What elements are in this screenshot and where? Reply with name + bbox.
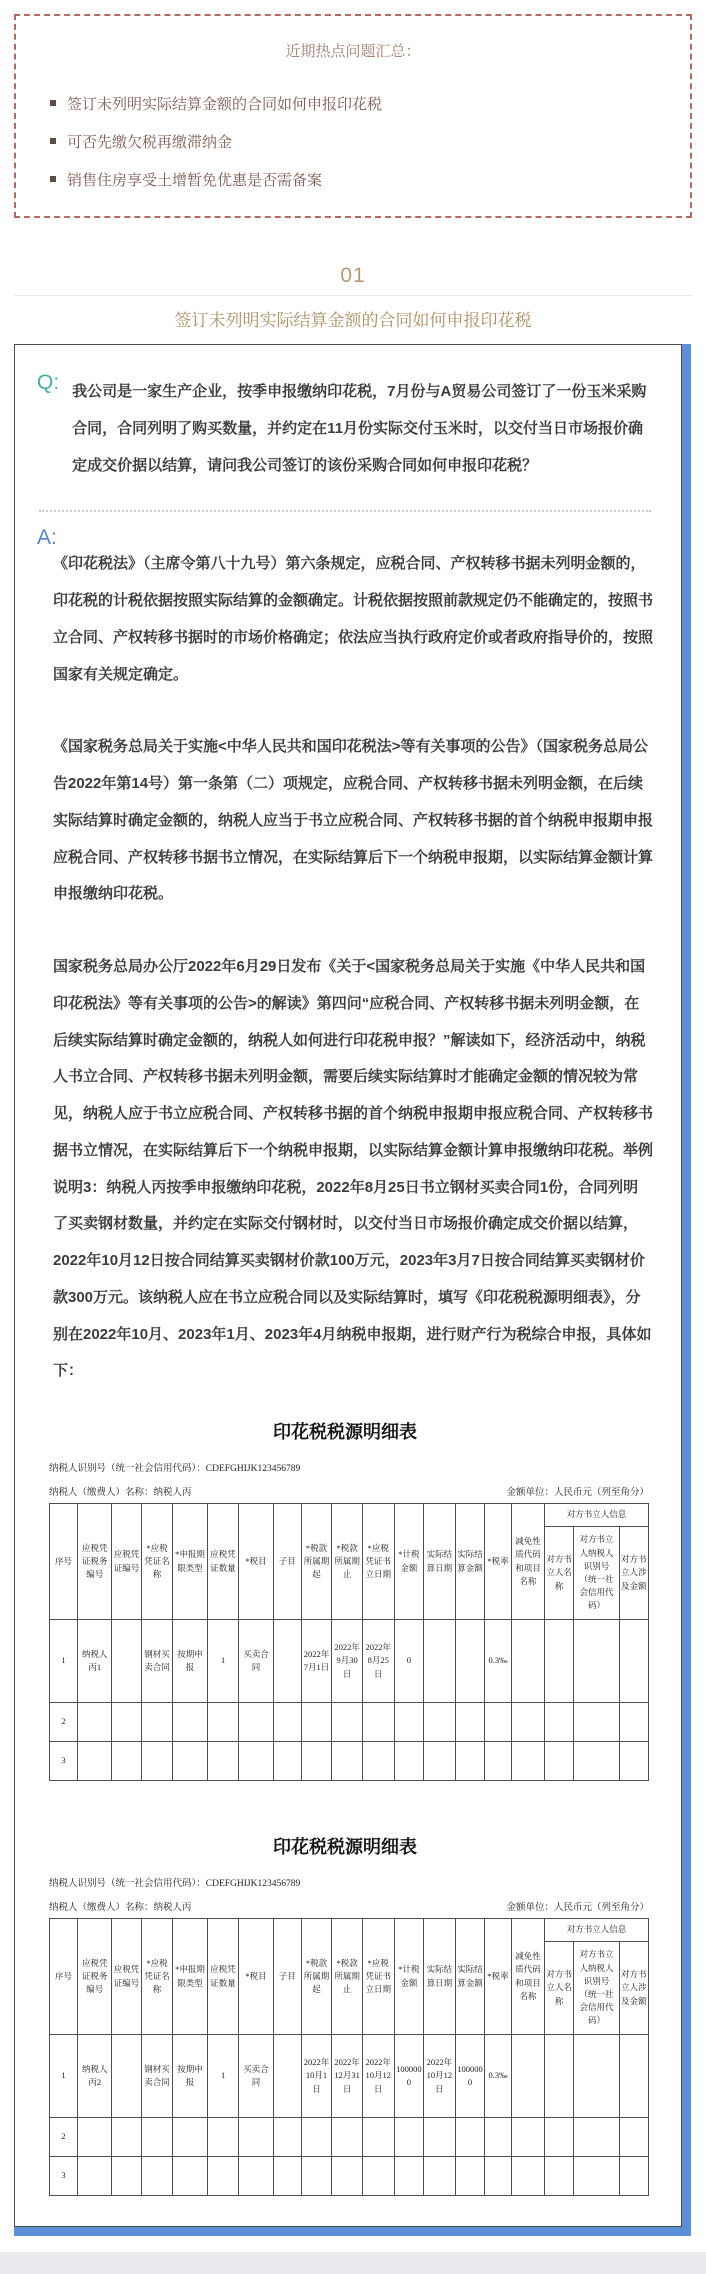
table-cell <box>512 1742 545 1781</box>
table-cell <box>512 1703 545 1742</box>
header-cell: *税款所属期起 <box>301 1504 332 1620</box>
header-cell: 序号 <box>50 1504 78 1620</box>
table-cell: 按期申报 <box>173 2035 207 2118</box>
table-cell <box>512 1620 545 1703</box>
header-cell: *税目 <box>239 1504 273 1620</box>
table-cell <box>112 1742 141 1781</box>
taxpayer-id-line: 纳税人识别号（统一社会信用代码）：CDEFGHIJK123456789 <box>49 1464 301 1474</box>
table-cell: 1 <box>50 2035 78 2118</box>
header-cell: 对方书立人名称 <box>545 1527 574 1620</box>
taxpayer-id-line: 纳税人识别号（统一社会信用代码）：CDEFGHIJK123456789 <box>49 1879 301 1889</box>
table-cell <box>141 1703 173 1742</box>
table-cell: 0.3‰ <box>485 1620 512 1703</box>
section-title: 签订未列明实际结算金额的合同如何申报印花税 <box>174 311 532 330</box>
hot-topics-list <box>50 93 656 190</box>
section-header <box>0 264 706 331</box>
hot-topic-link[interactable] <box>50 131 656 152</box>
table-cell <box>545 2157 574 2196</box>
qa-box <box>14 344 682 2227</box>
hot-topics-title: 近期热点问题汇总： <box>285 43 421 60</box>
header-cell: 子目 <box>273 1504 301 1620</box>
table-cell: 2022年12月31日 <box>332 2035 363 2118</box>
header-cell: 应税凭证税务编号 <box>78 1919 112 2035</box>
header-cell: *税目 <box>239 1919 273 2035</box>
answer-paragraph: 《国家税务总局关于实施<中华人民共和国印花税法>等有关事项的公告》（国家税务总局公告2022年第14号）第一条第（二）项规定，应税合同、产权转移书据未列明金额，在后续实际结算时确定金额的，纳税人应当于书立应税合同、产权转移书据的首个纳税申报期申报应税合同、产权转移书据书立情况，在实际结算后下一个纳税申报期，以实际结算金额计算申报缴纳印花税。 <box>53 738 654 903</box>
table-cell <box>273 1742 301 1781</box>
table-cell <box>207 2118 239 2157</box>
table-cell: 2022年9月30日 <box>332 1620 363 1703</box>
table-cell <box>239 2118 273 2157</box>
header-cell: 实际结算日期 <box>424 1504 456 1620</box>
header-cell: *税款所属期止 <box>332 1919 363 2035</box>
table-cell <box>112 1620 141 1703</box>
header-cell: 子目 <box>273 1919 301 2035</box>
question-text: 我公司是一家生产企业，按季申报缴纳印花税，7月份与A贸易公司签订了一份玉米采购合同，合同列明了购买数量，并约定在11月份实际交付玉米时，以交付当日市场报价确定成交价据以结算，请问我公司签订的该份采购合同如何申报印花税？ <box>72 383 647 474</box>
header-cell: 对方书立人名称 <box>545 1942 574 2035</box>
table-cell <box>362 1703 394 1742</box>
header-cell: 应税凭证编号 <box>112 1504 141 1620</box>
header-cell: 实际结算日期 <box>424 1919 456 2035</box>
hot-topic-link[interactable] <box>50 93 656 114</box>
table-cell <box>239 2157 273 2196</box>
square-bullet-icon <box>50 176 56 182</box>
table-cell: 3 <box>50 1742 78 1781</box>
table-cell <box>78 2157 112 2196</box>
table-cell <box>273 1620 301 1703</box>
table-cell <box>207 2157 239 2196</box>
table-meta-row <box>49 1899 649 1913</box>
table-cell <box>574 1703 619 1742</box>
header-cell: *计税金额 <box>394 1919 423 2035</box>
amount-unit-line: 金额单位：人民币元（列至角分） <box>506 1903 649 1913</box>
qa-divider <box>39 510 651 512</box>
table-cell: 0.3‰ <box>485 2035 512 2118</box>
table-cell <box>512 2118 545 2157</box>
table-row <box>50 1703 649 1742</box>
table-cell: 钢材买卖合同 <box>141 2035 173 2118</box>
table-cell <box>512 2157 545 2196</box>
hot-topics-box <box>14 14 692 218</box>
table-cell <box>173 2118 207 2157</box>
table-cell <box>424 2157 456 2196</box>
table-cell <box>619 2157 648 2196</box>
table-cell <box>273 2157 301 2196</box>
table-cell: 1 <box>207 2035 239 2118</box>
table-cell: 1000000 <box>394 2035 423 2118</box>
header-cell: *应税凭证名称 <box>141 1919 173 2035</box>
header-cell: 应税凭证编号 <box>112 1919 141 2035</box>
table-cell <box>619 1742 648 1781</box>
header-cell: *应税凭证名称 <box>141 1504 173 1620</box>
table-cell <box>512 2035 545 2118</box>
table-cell <box>78 2118 112 2157</box>
table-cell: 纳税人丙1 <box>78 1620 112 1703</box>
table-cell <box>112 1703 141 1742</box>
table-cell <box>207 1703 239 1742</box>
table-cell <box>424 1620 456 1703</box>
header-cell: *税率 <box>485 1919 512 2035</box>
table-cell <box>273 2118 301 2157</box>
stamp-tax-table-section-1 <box>37 1418 653 1781</box>
table-cell <box>394 1742 423 1781</box>
header-cell: 对方书立人纳税人识别号（统一社会信用代码） <box>574 1942 619 2035</box>
header-cell: 实际结算金额 <box>455 1504 484 1620</box>
table-cell <box>424 1742 456 1781</box>
table-cell <box>239 1703 273 1742</box>
table-cell <box>545 2118 574 2157</box>
table-cell <box>455 1620 484 1703</box>
table-cell <box>362 2157 394 2196</box>
header-cell: *申报期限类型 <box>173 1504 207 1620</box>
table-cell: 0 <box>394 1620 423 1703</box>
header-cell: *税率 <box>485 1504 512 1620</box>
header-cell: 应税凭证税务编号 <box>78 1504 112 1620</box>
question-label: Q: <box>37 371 60 394</box>
table-cell <box>273 1703 301 1742</box>
table-cell <box>619 1703 648 1742</box>
table-row <box>50 2118 649 2157</box>
table-cell: 买卖合同 <box>239 2035 273 2118</box>
table-cell <box>332 1703 363 1742</box>
header-cell: 减免性质代码和项目名称 <box>512 1504 545 1620</box>
header-cell: 对方书立人涉及金额 <box>619 1942 648 2035</box>
header-cell: 对方书立人涉及金额 <box>619 1527 648 1620</box>
table-cell <box>545 2035 574 2118</box>
table-row <box>50 2035 649 2118</box>
table-cell <box>332 2157 363 2196</box>
table-meta-row <box>49 1484 649 1498</box>
table-row <box>50 1742 649 1781</box>
table-cell <box>574 2035 619 2118</box>
answer-paragraph: 国家税务总局办公厅2022年6月29日发布《关于<国家税务总局关于实施《中华人民共和国印花税法》等有关事项的公告>的解读》第四问“应税合同、产权转移书据未列明金额，在后续实际结算时确定金额的，纳税人如何进行印花税申报？”解读如下，经济活动中，纳税人书立合同、产权转移书据未列明金额，需要后续实际结算时才能确定金额的情况较为常见，纳税人应于书立应税合同、产权转移书据的首个纳税申报期申报应税合同、产权转移书据书立情况，在实际结算后下一个纳税申报期，以实际结算金额计算申报缴纳印花税。举例说明3：纳税人丙按季申报缴纳印花税，2022年8月25日书立钢材买卖合同1份，合同列明了买卖钢材数量，并约定在实际交付钢材时，以交付当日市场报价确定成交价据以结算，2022年10月12日按合同结算买卖钢材价款100万元，2023年3月7日按合同结算买卖钢材价款300万元。该纳税人应在书立应税合同以及实际结算时，填写《印花税税源明细表》，分别在2022年10月、2023年1月、2023年4月纳税申报期，进行财产行为税综合申报，具体如下： <box>53 958 654 1380</box>
section-number: 01 <box>340 264 366 287</box>
table-cell: 按期申报 <box>173 1620 207 1703</box>
table-cell: 2 <box>50 2118 78 2157</box>
table-cell: 1000000 <box>455 2035 484 2118</box>
table-cell <box>301 1703 332 1742</box>
table-cell <box>545 1620 574 1703</box>
table-cell <box>394 1703 423 1742</box>
table-cell <box>455 1703 484 1742</box>
amount-unit-line: 金额单位：人民币元（列至角分） <box>506 1488 649 1498</box>
header-cell: 应税凭证数量 <box>207 1504 239 1620</box>
stamp-tax-table-section-2 <box>37 1833 653 2196</box>
section-divider <box>14 295 692 296</box>
table-cell: 2022年7月1日 <box>301 1620 332 1703</box>
header-cell: 实际结算金额 <box>455 1919 484 2035</box>
header-cell: 对方书立人纳税人识别号（统一社会信用代码） <box>574 1527 619 1620</box>
table-cell <box>485 2157 512 2196</box>
answer-block <box>37 526 653 1390</box>
question-block <box>37 369 653 484</box>
table-cell <box>455 1742 484 1781</box>
table-cell <box>424 2118 456 2157</box>
table-cell <box>619 2118 648 2157</box>
table-cell <box>619 1620 648 1703</box>
table-row <box>50 2157 649 2196</box>
table-row <box>50 1620 649 1703</box>
header-cell: 应税凭证数量 <box>207 1919 239 2035</box>
table-cell <box>141 2157 173 2196</box>
header-cell: 减免性质代码和项目名称 <box>512 1919 545 2035</box>
header-cell: *申报期限类型 <box>173 1919 207 2035</box>
table-cell: 1 <box>207 1620 239 1703</box>
table-cell: 3 <box>50 2157 78 2196</box>
table-title: 印花税税源明细表 <box>273 1422 417 1442</box>
hot-topic-label: 可否先缴欠税再缴滞纳金 <box>67 134 233 151</box>
header-cell: *计税金额 <box>394 1504 423 1620</box>
table-cell <box>112 2035 141 2118</box>
table-cell: 2 <box>50 1703 78 1742</box>
table-cell <box>485 1742 512 1781</box>
table-cell <box>78 1742 112 1781</box>
header-cell: *税款所属期止 <box>332 1504 363 1620</box>
table-cell <box>394 2157 423 2196</box>
counterparty-group-header: 对方书立人信息 <box>545 1919 649 1942</box>
table-cell <box>173 2157 207 2196</box>
answer-label: A: <box>37 526 57 550</box>
table-cell <box>301 2157 332 2196</box>
answer-text <box>37 546 653 1390</box>
table-cell <box>239 1742 273 1781</box>
answer-paragraph: 《印花税法》（主席令第八十九号）第六条规定，应税合同、产权转移书据未列明金额的，印花税的计税依据按照实际结算的金额确定。计税依据按照前款规定仍不能确定的，按照书立合同、产权转移书据时的市场价格确定；依法应当执行政府定价或者政府指导价的，按照国家有关规定确定。 <box>53 555 654 683</box>
table-cell <box>574 2157 619 2196</box>
table-cell <box>424 1703 456 1742</box>
header-cell: 序号 <box>50 1919 78 2035</box>
table-cell <box>332 2118 363 2157</box>
table-cell <box>362 2118 394 2157</box>
table-cell: 2022年10月12日 <box>424 2035 456 2118</box>
taxpayer-name-line: 纳税人（缴费人）名称：纳税人丙 <box>49 1903 192 1913</box>
table-cell <box>173 1703 207 1742</box>
table-cell <box>141 1742 173 1781</box>
table-cell <box>207 1742 239 1781</box>
table-cell: 2022年8月25日 <box>362 1620 394 1703</box>
hot-topic-link[interactable] <box>50 169 656 190</box>
header-cell: *应税凭证书立日期 <box>362 1919 394 2035</box>
square-bullet-icon <box>50 100 56 106</box>
hot-topic-label: 销售住房享受土增暂免优惠是否需备案 <box>67 172 323 189</box>
table-cell <box>301 1742 332 1781</box>
table-cell <box>485 1703 512 1742</box>
hot-topic-label: 签订未列明实际结算金额的合同如何申报印花税 <box>67 96 383 113</box>
header-cell: *税款所属期起 <box>301 1919 332 2035</box>
table-cell <box>141 2118 173 2157</box>
table-cell <box>394 2118 423 2157</box>
table-cell <box>619 2035 648 2118</box>
page-bottom-strip <box>0 2252 706 2274</box>
table-cell: 纳税人丙2 <box>78 2035 112 2118</box>
table-cell <box>78 1703 112 1742</box>
counterparty-group-header: 对方书立人信息 <box>545 1504 649 1527</box>
table-cell: 钢材买卖合同 <box>141 1620 173 1703</box>
table-cell <box>574 1620 619 1703</box>
tax-source-table <box>37 1503 653 1781</box>
table-cell <box>455 2118 484 2157</box>
table-cell: 2022年10月1日 <box>301 2035 332 2118</box>
table-title: 印花税税源明细表 <box>273 1837 417 1857</box>
table-cell: 2022年10月12日 <box>362 2035 394 2118</box>
table-cell <box>485 2118 512 2157</box>
table-cell <box>332 1742 363 1781</box>
table-cell: 1 <box>50 1620 78 1703</box>
tax-source-table <box>37 1918 653 2196</box>
qa-box-shadow-frame <box>14 344 691 2236</box>
table-cell: 买卖合同 <box>239 1620 273 1703</box>
square-bullet-icon <box>50 138 56 144</box>
table-cell <box>273 2035 301 2118</box>
table-cell <box>574 1742 619 1781</box>
header-cell: *应税凭证书立日期 <box>362 1504 394 1620</box>
table-cell <box>112 2118 141 2157</box>
table-cell <box>545 1703 574 1742</box>
table-cell <box>173 1742 207 1781</box>
table-cell <box>112 2157 141 2196</box>
table-cell <box>545 1742 574 1781</box>
taxpayer-name-line: 纳税人（缴费人）名称：纳税人丙 <box>49 1488 192 1498</box>
table-cell <box>455 2157 484 2196</box>
table-cell <box>362 1742 394 1781</box>
table-cell <box>301 2118 332 2157</box>
table-cell <box>574 2118 619 2157</box>
